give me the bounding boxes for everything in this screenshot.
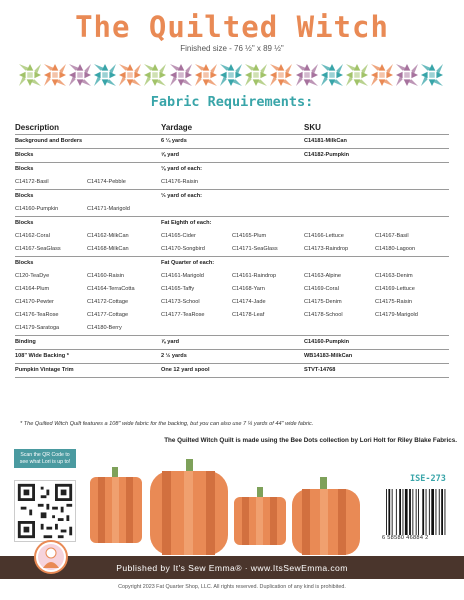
star-block-icon bbox=[321, 64, 343, 86]
table-row-line bbox=[15, 270, 449, 283]
table-row bbox=[15, 216, 449, 256]
barcode-bar bbox=[416, 489, 417, 535]
table-cell: C14178-School bbox=[304, 312, 343, 318]
table-cell: C14178-Leaf bbox=[232, 312, 265, 318]
table-cell: C14164-TerraCotta bbox=[87, 286, 135, 292]
backing-footnote: * The Quilted Witch Quilt features a 108" wide fabric for the backing, but you can also use 7 ¼ yards of 44" wide fabric. bbox=[20, 421, 314, 427]
table-row-line bbox=[15, 336, 449, 349]
header-yardage: Yardage bbox=[161, 123, 193, 132]
table-row-line bbox=[15, 230, 449, 243]
table-cell: STVT-14768 bbox=[304, 367, 336, 373]
star-block-icon bbox=[396, 64, 418, 86]
table-cell: Fat Eighth of each: bbox=[161, 220, 212, 226]
table-cell: C14162-Coral bbox=[15, 233, 50, 239]
table-cell: C14175-Raisin bbox=[375, 299, 413, 305]
table-cell: C14162-MilkCan bbox=[87, 233, 129, 239]
table-cell: C14179-Marigold bbox=[375, 312, 418, 318]
table-cell: C14174-Pebble bbox=[87, 179, 126, 185]
star-block-border bbox=[17, 64, 445, 86]
table-cell: C120-TeaDye bbox=[15, 273, 50, 279]
table-cell: C14182-Pumpkin bbox=[304, 152, 350, 158]
table-row-line bbox=[15, 203, 449, 216]
table-cell: Blocks bbox=[15, 166, 34, 172]
table-cell: C14165-Taffy bbox=[161, 286, 195, 292]
star-block-icon bbox=[119, 64, 141, 86]
table-cell: C14169-Coral bbox=[304, 286, 339, 292]
table-cell: C14160-Pumpkin bbox=[15, 206, 59, 212]
fabric-requirements-table bbox=[15, 122, 449, 378]
finished-size: Finished size - 76 ½" x 89 ½" bbox=[180, 44, 284, 53]
barcode bbox=[384, 489, 452, 535]
table-cell: Blocks bbox=[15, 260, 34, 266]
table-row bbox=[15, 162, 449, 189]
table-cell: ⅓ yard of each: bbox=[161, 193, 203, 199]
table-cell: ⅛ yard of each: bbox=[161, 166, 203, 172]
table-cell: C14175-Denim bbox=[304, 299, 342, 305]
star-block-icon bbox=[421, 64, 443, 86]
barcode-number: 6 58580 46884 2 bbox=[382, 535, 429, 541]
table-row bbox=[15, 189, 449, 216]
table-row-line bbox=[15, 296, 449, 309]
publisher-line[interactable]: Published by It's Sew Emma® · www.ItsSewEmma.com bbox=[116, 563, 348, 573]
table-cell: C14176-TeaRose bbox=[15, 312, 59, 318]
pattern-title: The Quilted Witch bbox=[75, 10, 389, 44]
table-cell: C14160-Raisin bbox=[87, 273, 125, 279]
table-cell: C14180-Lagoon bbox=[375, 246, 416, 252]
star-block-icon bbox=[346, 64, 368, 86]
barcode-bar bbox=[412, 489, 413, 535]
pumpkin-1 bbox=[90, 467, 142, 543]
table-row-line bbox=[15, 217, 449, 230]
table-row-line bbox=[15, 135, 449, 148]
barcode-bar bbox=[405, 489, 408, 535]
table-row-line bbox=[15, 364, 449, 377]
table-cell: C14171-Marigold bbox=[87, 206, 130, 212]
barcode-bar bbox=[403, 489, 404, 535]
table-cell: C14173-School bbox=[161, 299, 200, 305]
table-cell: 108" Wide Backing * bbox=[15, 353, 69, 359]
table-row-line bbox=[15, 350, 449, 363]
header-sku: SKU bbox=[304, 123, 321, 132]
table-row-line bbox=[15, 283, 449, 296]
table-cell: 2 ½ yards bbox=[161, 353, 187, 359]
table-row bbox=[15, 349, 449, 363]
barcode-bar bbox=[429, 489, 430, 535]
table-cell: C14177-Cottage bbox=[87, 312, 129, 318]
table-cell: C14166-Lettuce bbox=[304, 233, 344, 239]
barcode-bar bbox=[399, 489, 401, 535]
table-cell: C14179-Saratoga bbox=[15, 325, 60, 331]
header-description: Description bbox=[15, 123, 60, 132]
star-block-icon bbox=[44, 64, 66, 86]
star-block-icon bbox=[195, 64, 217, 86]
qr-note: Scan the QR Code to see what Lori is up to! bbox=[14, 449, 76, 468]
pumpkin-2 bbox=[150, 459, 228, 555]
table-row bbox=[15, 256, 449, 335]
barcode-bar bbox=[418, 489, 419, 535]
table-cell: C14165-Cider bbox=[161, 233, 196, 239]
pumpkin-4 bbox=[292, 477, 360, 555]
table-cell: Pumpkin Vintage Trim bbox=[15, 367, 74, 373]
barcode-bar bbox=[441, 489, 443, 535]
table-cell: C14164-Plum bbox=[15, 286, 50, 292]
table-row bbox=[15, 363, 449, 378]
star-block-icon bbox=[220, 64, 242, 86]
table-cell: One 12 yard spool bbox=[161, 367, 210, 373]
star-block-icon bbox=[69, 64, 91, 86]
qr-code-graphic bbox=[15, 481, 75, 541]
table-cell: C14170-Pewter bbox=[15, 299, 54, 305]
table-cell: C14167-SeaGlass bbox=[15, 246, 61, 252]
copyright: Copyright 2023 Fat Quarter Shop, LLC. All rights reserved. Duplication of any kind is prohibited. bbox=[118, 584, 346, 590]
barcode-bar bbox=[409, 489, 411, 535]
table-cell: C14168-MilkCan bbox=[87, 246, 129, 252]
star-block-icon bbox=[270, 64, 292, 86]
pumpkin-blocks-illustration bbox=[86, 455, 366, 555]
table-row-line bbox=[15, 257, 449, 270]
barcode-bar bbox=[439, 489, 440, 535]
star-block-icon bbox=[19, 64, 41, 86]
star-block-icon bbox=[245, 64, 267, 86]
table-row-line bbox=[15, 190, 449, 203]
star-block-icon bbox=[296, 64, 318, 86]
table-row-line bbox=[15, 149, 449, 162]
star-block-icon bbox=[94, 64, 116, 86]
table-cell: C14172-Cottage bbox=[87, 299, 129, 305]
table-cell: WB14183-MilkCan bbox=[304, 353, 353, 359]
table-row-line bbox=[15, 243, 449, 256]
table-cell: C14170-Songbird bbox=[161, 246, 205, 252]
qr-code[interactable] bbox=[14, 480, 76, 542]
table-cell: C14180-Berry bbox=[87, 325, 122, 331]
table-row bbox=[15, 148, 449, 162]
table-cell: Blocks bbox=[15, 152, 34, 158]
table-cell: C14161-Raindrop bbox=[232, 273, 277, 279]
table-cell: C14169-Lettuce bbox=[375, 286, 415, 292]
barcode-bar bbox=[388, 489, 390, 535]
barcode-bar bbox=[392, 489, 393, 535]
table-row bbox=[15, 134, 449, 148]
star-block-icon bbox=[170, 64, 192, 86]
table-cell: C14160-Pumpkin bbox=[304, 339, 350, 345]
table-header bbox=[15, 122, 449, 134]
table-cell: C14163-Denim bbox=[375, 273, 413, 279]
table-row bbox=[15, 335, 449, 349]
table-cell: Blocks bbox=[15, 220, 34, 226]
table-row-line bbox=[15, 322, 449, 335]
table-cell: Fat Quarter of each: bbox=[161, 260, 215, 266]
table-body bbox=[15, 134, 449, 378]
barcode-bar bbox=[422, 489, 424, 535]
table-cell: C14173-Raindrop bbox=[304, 246, 349, 252]
barcode-bar bbox=[426, 489, 427, 535]
barcode-bar bbox=[445, 489, 446, 535]
table-cell: C14176-Raisin bbox=[161, 179, 199, 185]
barcode-bar bbox=[431, 489, 434, 535]
section-title: Fabric Requirements: bbox=[150, 94, 314, 110]
table-cell: Background and Borders bbox=[15, 138, 83, 144]
table-cell: C14165-Plum bbox=[232, 233, 267, 239]
table-cell: C14172-Basil bbox=[15, 179, 49, 185]
table-cell: ⅝ yard bbox=[161, 152, 180, 158]
table-cell: Binding bbox=[15, 339, 36, 345]
table-cell: ⅞ yard bbox=[161, 339, 180, 345]
pumpkin-3 bbox=[234, 487, 286, 545]
barcode-bar bbox=[386, 489, 387, 535]
barcode-bar bbox=[396, 489, 397, 535]
table-row-line bbox=[15, 176, 449, 189]
table-row-line bbox=[15, 309, 449, 322]
table-cell: C14171-SeaGlass bbox=[232, 246, 278, 252]
table-cell: Blocks bbox=[15, 193, 34, 199]
table-cell: 6 ¼ yards bbox=[161, 138, 187, 144]
table-cell: C14163-Alpine bbox=[304, 273, 342, 279]
pattern-id: ISE-273 bbox=[410, 474, 446, 484]
table-cell: C14161-Marigold bbox=[161, 273, 204, 279]
barcode-bar bbox=[436, 489, 437, 535]
table-cell: C14167-Basil bbox=[375, 233, 409, 239]
table-cell: C14181-MilkCan bbox=[304, 138, 347, 144]
table-cell: C14168-Yarn bbox=[232, 286, 265, 292]
table-cell: C14174-Jade bbox=[232, 299, 266, 305]
table-row-line bbox=[15, 163, 449, 176]
collection-note: The Quilted Witch Quilt is made using the Bee Dots collection by Lori Holt for Riley Blake Fabrics. bbox=[164, 437, 457, 444]
star-block-icon bbox=[371, 64, 393, 86]
star-block-icon bbox=[144, 64, 166, 86]
table-cell: C14177-TeaRose bbox=[161, 312, 205, 318]
